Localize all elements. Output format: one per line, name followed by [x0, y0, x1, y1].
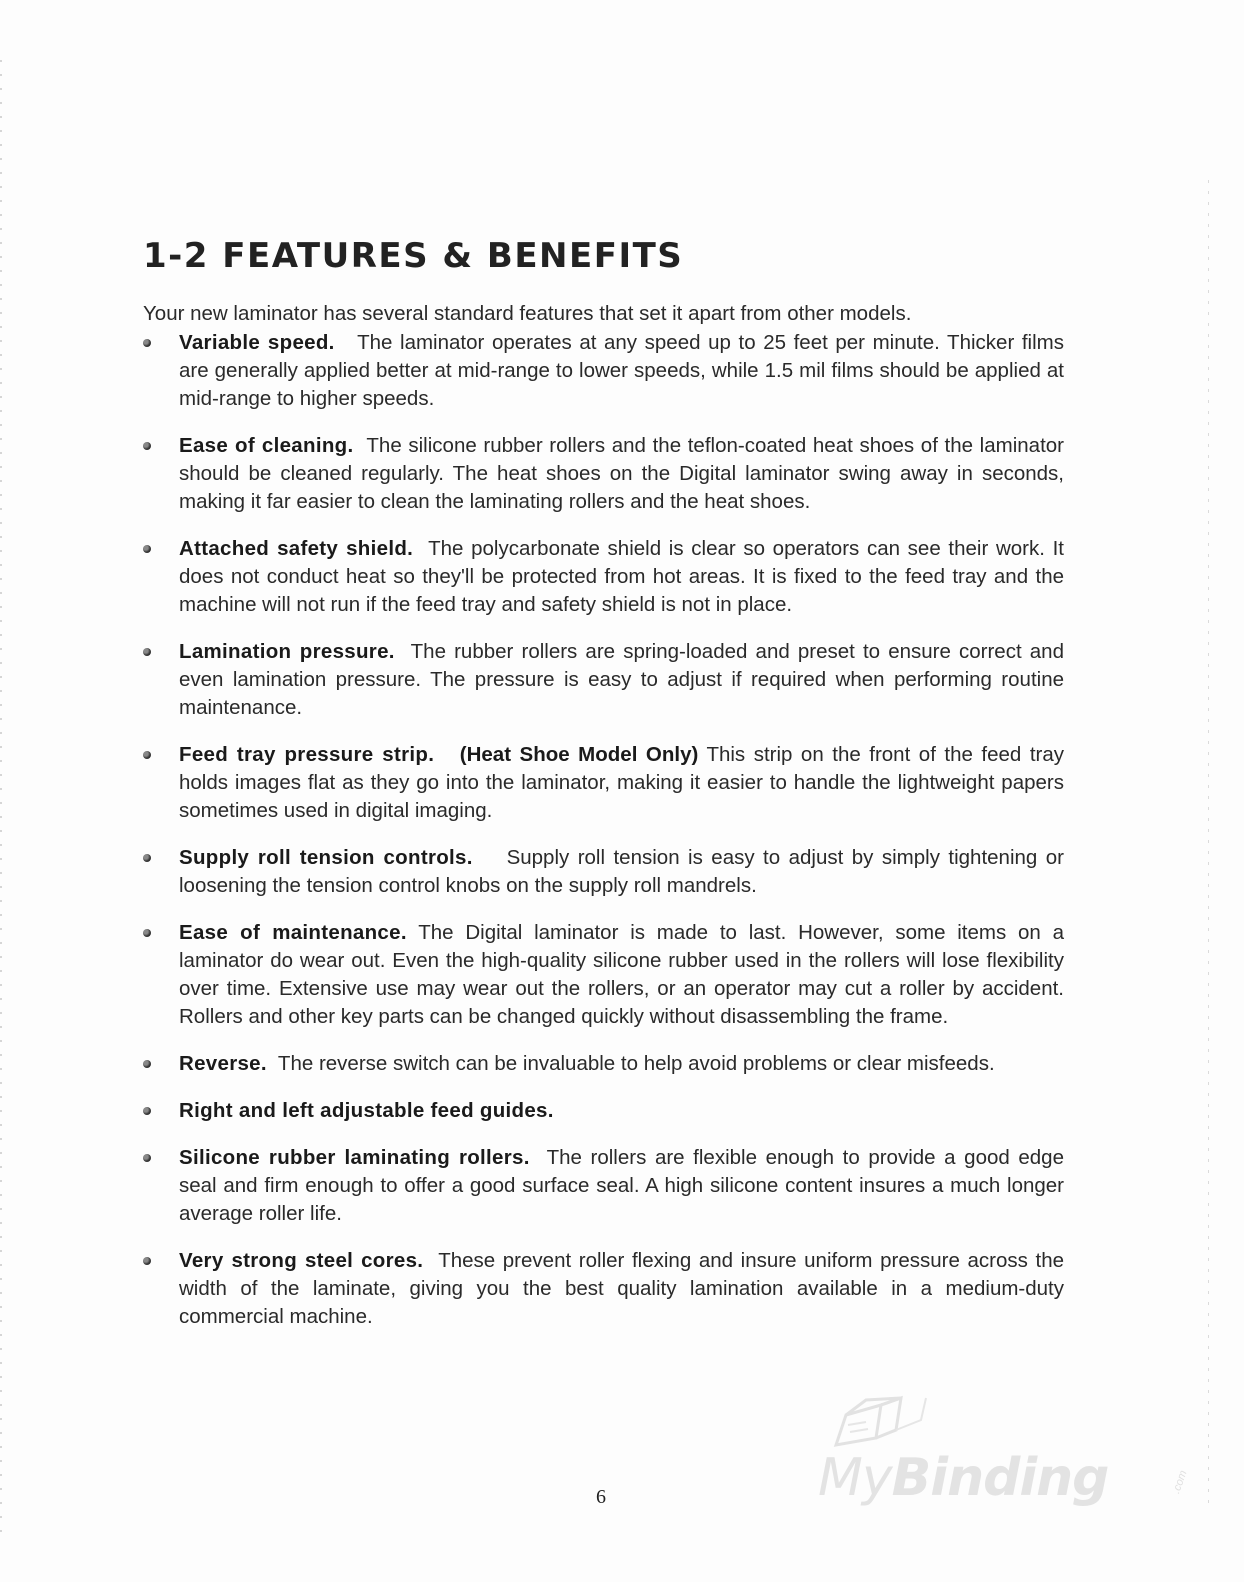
feature-item	[143, 432, 1064, 516]
watermark-main: Binding	[891, 1448, 1109, 1508]
feature-text: The rollers are flexible enough to provide a good edge seal and firm enough to offer a good surface seal. A high silicone content insures a much longer average roller life.	[179, 1146, 1064, 1225]
page-number: 6	[596, 1486, 606, 1508]
watermark-suffix: .com	[1170, 1468, 1190, 1496]
feature-text: The polycarbonate shield is clear so operators can see their work. It does not conduct heat so they'll be protected from hot areas. It is fixed to the feed tray and the machine will not run if the feed tray and safety shield is not in place.	[179, 537, 1064, 616]
bullet-icon	[143, 1060, 151, 1068]
feature-item	[143, 1050, 1064, 1078]
feature-text: These prevent roller flexing and insure uniform pressure across the width of the laminate, giving you the best quality lamination available in a medium-duty commercial machine.	[179, 1249, 1064, 1328]
feature-item	[143, 1144, 1064, 1228]
feature-text: The rubber rollers are spring-loaded and preset to ensure correct and even lamination pressure. The pressure is easy to adjust if required when performing routine maintenance.	[179, 640, 1064, 719]
watermark	[818, 1390, 1190, 1520]
feature-item	[143, 844, 1064, 900]
feature-item	[143, 1247, 1064, 1331]
feature-title: Reverse.	[179, 1052, 267, 1075]
feature-title: Supply roll tension controls.	[179, 846, 473, 869]
feature-title: Lamination pressure.	[179, 640, 395, 663]
feature-title: Right and left adjustable feed guides.	[179, 1099, 554, 1122]
feature-title: Ease of cleaning.	[179, 434, 354, 457]
bullet-icon	[143, 442, 151, 450]
feature-item	[143, 329, 1064, 413]
section-heading: 1-2 FEATURES & BENEFITS	[143, 236, 684, 276]
features-list	[143, 329, 1064, 1350]
bullet-icon	[143, 929, 151, 937]
bullet-icon	[143, 1257, 151, 1265]
watermark-brand	[818, 1448, 1108, 1508]
scan-edge-left	[0, 60, 2, 1540]
bullet-icon	[143, 854, 151, 862]
feature-item	[143, 741, 1064, 825]
feature-text: The reverse switch can be invaluable to help avoid problems or clear misfeeds.	[277, 1052, 995, 1075]
feature-text: The silicone rubber rollers and the teflon-coated heat shoes of the laminator should be cleaned regularly. The heat shoes on the Digital laminator swing away in seconds, making it far easier to clean the laminating rollers and the heat shoes.	[179, 434, 1064, 513]
feature-title: Feed tray pressure strip.	[179, 743, 435, 766]
bullet-icon	[143, 648, 151, 656]
watermark-prefix: My	[818, 1448, 892, 1508]
feature-item	[143, 535, 1064, 619]
bullet-icon	[143, 751, 151, 759]
feature-item	[143, 638, 1064, 722]
feature-title: Variable speed.	[179, 331, 335, 354]
feature-item	[143, 919, 1064, 1031]
scan-edge-right	[1208, 180, 1209, 1510]
feature-title: Attached safety shield.	[179, 537, 414, 560]
bullet-icon	[143, 1107, 151, 1115]
feature-title: Silicone rubber laminating rollers.	[179, 1146, 530, 1169]
bullet-icon	[143, 339, 151, 347]
feature-title: Ease of maintenance.	[179, 921, 407, 944]
bullet-icon	[143, 1154, 151, 1162]
feature-text: The laminator operates at any speed up to 25 feet per minute. Thicker films are generally applied better at mid-range to lower speeds, while 1.5 mil films should be applied at mid-range to higher speeds.	[179, 331, 1064, 410]
bullet-icon	[143, 545, 151, 553]
feature-text: This strip on the front of the feed tray holds images flat as they go into the laminator, making it easier to handle the lightweight papers sometimes used in digital imaging.	[179, 743, 1065, 822]
feature-text: Supply roll tension is easy to adjust by simply tightening or loosening the tension control knobs on the supply roll mandrels.	[179, 846, 1064, 897]
intro-paragraph: Your new laminator has several standard features that set it apart from other models.	[143, 302, 912, 325]
feature-text: The Digital laminator is made to last. However, some items on a laminator do wear out. Even the high-quality silicone rubber used in the rollers will lose flexibility over time. Extensive use may wear out the rollers, or an operator may cut a roller by accident. Rollers and other key parts can be changed quickly without disassembling the frame.	[179, 921, 1064, 1028]
feature-title: Very strong steel cores.	[179, 1249, 424, 1272]
feature-note: (Heat Shoe Model Only)	[459, 743, 699, 766]
feature-item	[143, 1097, 1064, 1125]
